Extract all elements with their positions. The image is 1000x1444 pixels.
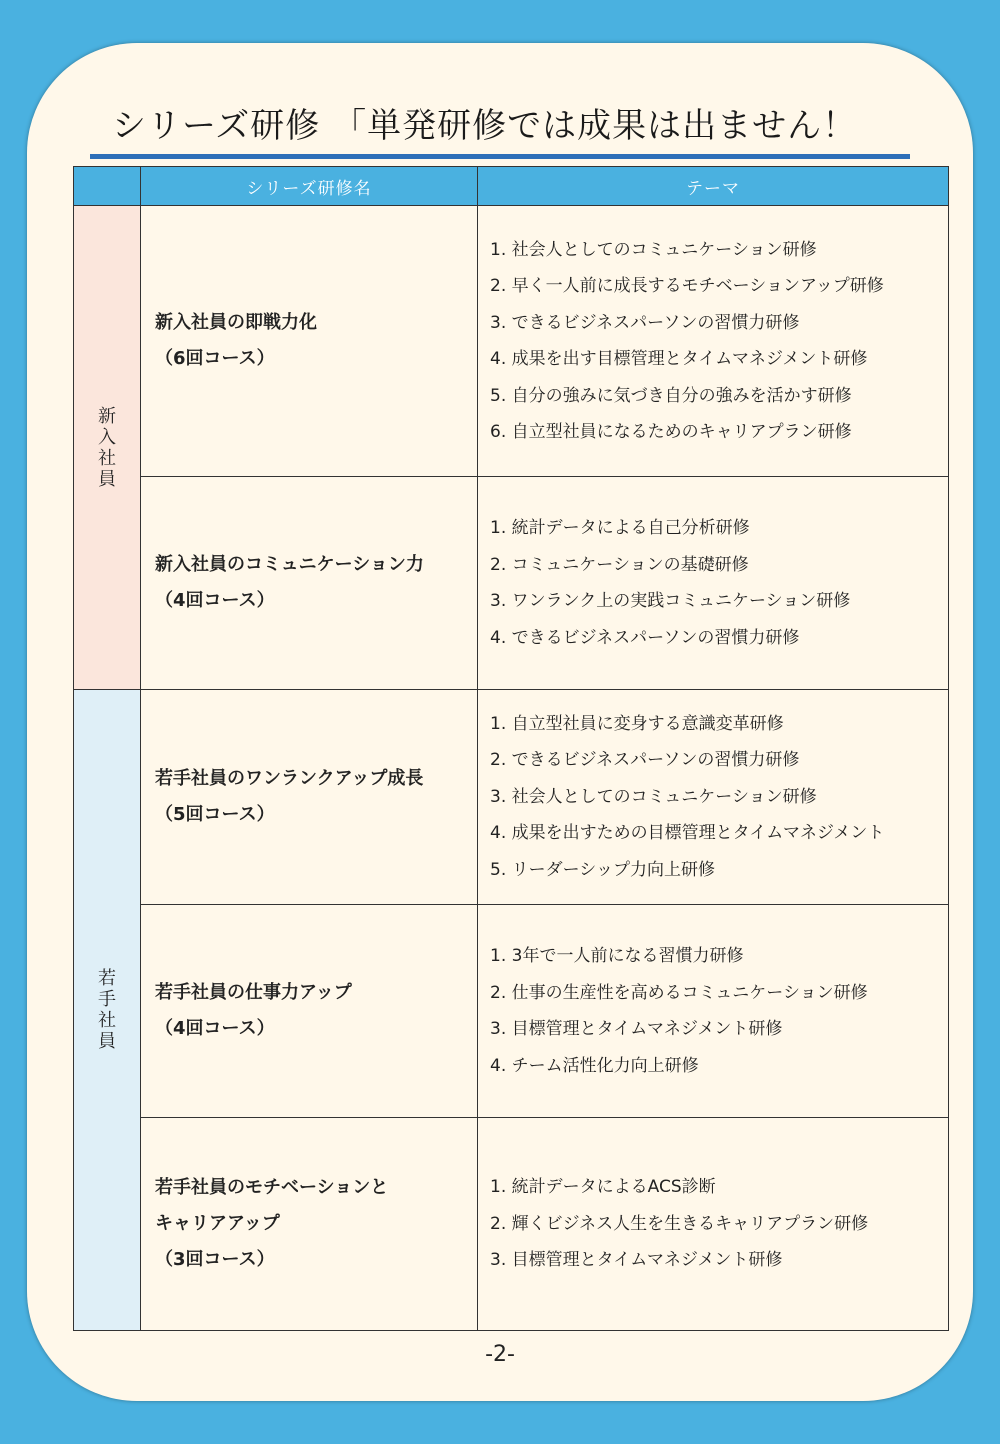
page-title: シリーズ研修 「単発研修では成果は出ません！ xyxy=(112,106,858,146)
category-label-char: 社 xyxy=(98,1010,116,1031)
table-row xyxy=(74,690,949,905)
course-name xyxy=(141,1118,478,1331)
course-name xyxy=(141,690,478,905)
category-label-char: 員 xyxy=(98,1031,116,1052)
table-row xyxy=(74,1118,949,1331)
theme-item: 4. できるビジネスパーソンの習慣力研修 xyxy=(490,627,800,648)
category-label-char: 社 xyxy=(98,447,116,469)
theme-item: 2. できるビジネスパーソンの習慣力研修 xyxy=(490,750,800,771)
theme-item: 2. 仕事の生産性を高めるコミュニケーション研修 xyxy=(490,982,868,1003)
category-label-char: 員 xyxy=(98,468,116,490)
course-name-line: 新入社員のコミュニケーション力 xyxy=(155,554,424,575)
course-themes xyxy=(478,477,949,690)
course-themes xyxy=(478,1118,949,1331)
title-underline xyxy=(90,154,910,159)
theme-item: 3. 目標管理とタイムマネジメント研修 xyxy=(490,1019,783,1039)
course-name xyxy=(141,206,478,477)
theme-item: 1. 社会人としてのコミュニケーション研修 xyxy=(490,239,817,260)
theme-item: 5. リーダーシップ力向上研修 xyxy=(490,859,715,880)
course-name-line: （5回コース） xyxy=(155,804,275,825)
course-themes xyxy=(478,905,949,1118)
category-label-char: 若 xyxy=(98,968,116,989)
table-header-row xyxy=(74,167,949,206)
theme-item: 6. 自立型社員になるためのキャリアプラン研修 xyxy=(490,422,852,442)
course-name-line: 若手社員のモチベーションと xyxy=(155,1177,389,1198)
course-name-line: （6回コース） xyxy=(155,348,275,369)
theme-item: 1. 統計データによる自己分析研修 xyxy=(490,518,750,538)
theme-item: 2. 早く一人前に成長するモチベーションアップ研修 xyxy=(490,276,884,296)
course-table xyxy=(73,166,949,1331)
course-name-line: キャリアアップ xyxy=(155,1213,280,1234)
header-series-name: シリーズ研修名 xyxy=(141,167,478,206)
course-themes xyxy=(478,690,949,905)
header-category xyxy=(74,167,141,206)
theme-item: 2. 輝くビジネス人生を生きるキャリアプラン研修 xyxy=(490,1213,869,1234)
theme-item: 4. 成果を出す目標管理とタイムマネジメント研修 xyxy=(490,349,868,369)
theme-item: 1. 3年で一人前になる習慣力研修 xyxy=(490,946,744,966)
theme-item: 1. 自立型社員に変身する意識変革研修 xyxy=(490,713,784,734)
theme-item: 3. できるビジネスパーソンの習慣力研修 xyxy=(490,312,800,333)
header-theme: テーマ xyxy=(478,167,949,206)
theme-item: 1. 統計データによるACS診断 xyxy=(490,1177,716,1198)
course-name-line: （3回コース） xyxy=(155,1249,275,1270)
course-name-line: 新入社員の即戦力化 xyxy=(155,312,317,333)
course-name-line: （4回コース） xyxy=(155,1018,275,1039)
table-row xyxy=(74,905,949,1118)
course-name-line: （4回コース） xyxy=(155,590,275,611)
theme-item: 4. チーム活性化力向上研修 xyxy=(490,1055,699,1076)
course-name-line: 若手社員のワンランクアップ成長 xyxy=(155,768,424,789)
theme-item: 4. 成果を出すための目標管理とタイムマネジメント xyxy=(490,823,885,844)
theme-item: 3. 社会人としてのコミュニケーション研修 xyxy=(490,786,817,807)
course-name xyxy=(141,477,478,690)
table-row xyxy=(74,206,949,477)
category-young-employees xyxy=(74,690,141,1331)
course-themes xyxy=(478,206,949,477)
category-new-employees xyxy=(74,206,141,690)
theme-item: 5. 自分の強みに気づき自分の強みを活かす研修 xyxy=(490,385,852,406)
category-label-char: 新 xyxy=(98,405,116,427)
theme-item: 3. ワンランク上の実践コミュニケーション研修 xyxy=(490,591,851,611)
category-label-char: 入 xyxy=(98,426,116,448)
course-name-line: 若手社員の仕事力アップ xyxy=(155,982,352,1003)
page-number: -2- xyxy=(485,1342,515,1367)
theme-item: 2. コミュニケーションの基礎研修 xyxy=(490,554,749,575)
course-name xyxy=(141,905,478,1118)
theme-item: 3. 目標管理とタイムマネジメント研修 xyxy=(490,1250,783,1271)
table-row xyxy=(74,477,949,690)
category-label-char: 手 xyxy=(98,989,116,1010)
